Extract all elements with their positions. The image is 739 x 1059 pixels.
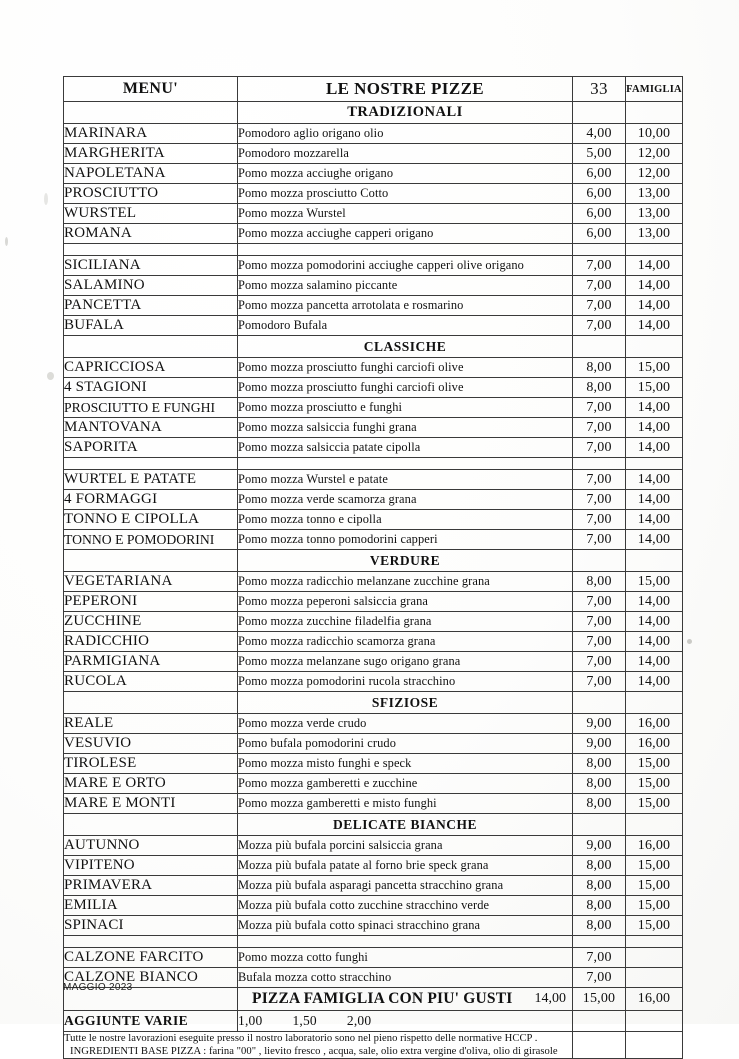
item-price-33: 8,00 [573, 774, 626, 794]
item-price-famiglia: 14,00 [626, 398, 683, 418]
item-price-famiglia: 14,00 [626, 612, 683, 632]
item-name: RADICCHIO [64, 632, 238, 652]
item-description: Mozza più bufala cotto zucchine stracchino verde [238, 896, 573, 916]
item-name: SAPORITA [64, 438, 238, 458]
item-price-33: 7,00 [573, 612, 626, 632]
menu-item-row[interactable] [64, 316, 683, 336]
item-description: Pomo mozza salsiccia patate cipolla [238, 438, 573, 458]
item-description: Pomo mozza cotto funghi [238, 948, 573, 968]
item-name: MARE E ORTO [64, 774, 238, 794]
item-price-famiglia: 12,00 [626, 144, 683, 164]
menu-item-row[interactable] [64, 378, 683, 398]
item-name: PANCETTA [64, 296, 238, 316]
item-description: Pomo mozza acciughe origano [238, 164, 573, 184]
section-header-row [64, 336, 683, 358]
item-price-33: 9,00 [573, 714, 626, 734]
section-spacer-pfam [626, 814, 683, 836]
menu-item-row[interactable] [64, 438, 683, 458]
menu-item-row[interactable] [64, 418, 683, 438]
document-date: MAGGIO 2023 [63, 982, 133, 993]
item-price-famiglia: 12,00 [626, 164, 683, 184]
menu-item-row[interactable] [64, 510, 683, 530]
spacer-row [64, 936, 683, 948]
item-price-famiglia: 14,00 [626, 652, 683, 672]
menu-item-row[interactable] [64, 896, 683, 916]
item-price-famiglia: 15,00 [626, 572, 683, 592]
item-description: Pomo mozza salamino piccante [238, 276, 573, 296]
note-ingredients: INGREDIENTI BASE PIZZA : farina "00" , lievito fresco , acqua, sale, olio extra vergine d'oliva, olio di girasole [70, 1046, 558, 1057]
item-name: VIPITENO [64, 856, 238, 876]
item-description: Mozza più bufala porcini salsiccia grana [238, 836, 573, 856]
item-description: Pomo mozza misto funghi e speck [238, 754, 573, 774]
section-header-row [64, 692, 683, 714]
item-description: Mozza più bufala asparagi pancetta stracchino grana [238, 876, 573, 896]
item-price-famiglia: 14,00 [626, 418, 683, 438]
menu-item-row[interactable] [64, 672, 683, 692]
section-header-row [64, 550, 683, 572]
item-name: SALAMINO [64, 276, 238, 296]
item-price-famiglia: 15,00 [626, 774, 683, 794]
item-price-33: 8,00 [573, 794, 626, 814]
item-price-33: 8,00 [573, 754, 626, 774]
item-price-famiglia: 14,00 [626, 672, 683, 692]
spacer-cell [573, 244, 626, 256]
section-spacer-p33 [573, 814, 626, 836]
section-header-row [64, 814, 683, 836]
section-header-row [64, 102, 683, 124]
menu-item-row[interactable] [64, 204, 683, 224]
menu-item-row[interactable] [64, 164, 683, 184]
item-description: Pomo mozza acciughe capperi origano [238, 224, 573, 244]
item-price-famiglia: 10,00 [626, 124, 683, 144]
item-name: RUCOLA [64, 672, 238, 692]
menu-item-row[interactable] [64, 652, 683, 672]
item-price-famiglia: 16,00 [626, 714, 683, 734]
aggiunte-empty-p33 [573, 1011, 626, 1032]
section-spacer-pfam [626, 550, 683, 572]
spacer-cell [573, 458, 626, 470]
aggiunta-price: 1,00 [238, 1013, 263, 1028]
item-name: CALZONE BIANCO [64, 968, 238, 988]
spacer-cell [238, 936, 573, 948]
item-price-famiglia: 13,00 [626, 184, 683, 204]
menu-item-row[interactable] [64, 734, 683, 754]
section-title: VERDURE [238, 550, 573, 572]
item-name: BUFALA [64, 316, 238, 336]
item-price-famiglia: 15,00 [626, 876, 683, 896]
item-price-33: 7,00 [573, 592, 626, 612]
section-spacer-left [64, 814, 238, 836]
section-spacer-p33 [573, 550, 626, 572]
menu-item-row[interactable] [64, 632, 683, 652]
item-price-33: 8,00 [573, 572, 626, 592]
item-description: Pomo mozza peperoni salsiccia grana [238, 592, 573, 612]
item-price-33: 8,00 [573, 378, 626, 398]
item-description: Pomo mozza Wurstel [238, 204, 573, 224]
menu-item-row[interactable] [64, 856, 683, 876]
item-name: TONNO E POMODORINI [64, 530, 238, 550]
aggiunte-empty-pfam [626, 1011, 683, 1032]
item-description: Mozza più bufala cotto spinaci stracchino grana [238, 916, 573, 936]
aggiunta-price: 2,00 [346, 1013, 372, 1028]
item-price-33: 7,00 [573, 296, 626, 316]
menu-item-row[interactable] [64, 490, 683, 510]
notes-empty-p33 [573, 1032, 626, 1059]
header-menu: MENU' [64, 77, 238, 102]
item-price-famiglia: 13,00 [626, 204, 683, 224]
header-pizze: LE NOSTRE PIZZE [238, 77, 573, 102]
item-price-famiglia: 14,00 [626, 632, 683, 652]
item-price-famiglia [626, 948, 683, 968]
menu-item-row[interactable] [64, 592, 683, 612]
item-price-33: 7,00 [573, 672, 626, 692]
menu-item-row[interactable] [64, 774, 683, 794]
header-size-33: 33 [573, 77, 626, 102]
section-spacer-pfam [626, 102, 683, 124]
item-price-33: 9,00 [573, 836, 626, 856]
item-description: Pomo mozza zucchine filadelfia grana [238, 612, 573, 632]
menu-item-row[interactable] [64, 144, 683, 164]
menu-item-row[interactable] [64, 530, 683, 550]
notes-cell [64, 1032, 573, 1059]
section-spacer-left [64, 102, 238, 124]
section-spacer-left [64, 550, 238, 572]
item-description: Pomo mozza prosciutto Cotto [238, 184, 573, 204]
item-name: ROMANA [64, 224, 238, 244]
menu-item-row[interactable] [64, 296, 683, 316]
item-price-famiglia: 15,00 [626, 916, 683, 936]
menu-item-row[interactable] [64, 794, 683, 814]
pizza-famiglia-title: PIZZA FAMIGLIA CON PIU' GUSTI [252, 990, 513, 1007]
item-price-33: 7,00 [573, 510, 626, 530]
item-description: Pomo mozza tonno e cipolla [238, 510, 573, 530]
item-price-33: 7,00 [573, 316, 626, 336]
item-name: WURSTEL [64, 204, 238, 224]
item-description: Pomo mozza verde scamorza grana [238, 490, 573, 510]
item-name: PROSCIUTTO [64, 184, 238, 204]
item-description: Pomo bufala pomodorini crudo [238, 734, 573, 754]
item-price-famiglia: 15,00 [626, 896, 683, 916]
item-name: MANTOVANA [64, 418, 238, 438]
aggiunta-price: 1,50 [292, 1013, 317, 1028]
menu-item-row[interactable] [64, 276, 683, 296]
item-price-famiglia: 15,00 [626, 794, 683, 814]
section-title: DELICATE BIANCHE [238, 814, 573, 836]
item-price-33: 7,00 [573, 438, 626, 458]
spacer-cell [626, 458, 683, 470]
item-name: TIROLESE [64, 754, 238, 774]
spacer-row [64, 458, 683, 470]
item-price-33: 8,00 [573, 856, 626, 876]
item-name: VESUVIO [64, 734, 238, 754]
item-price-33: 7,00 [573, 418, 626, 438]
spacer-cell [626, 936, 683, 948]
item-price-famiglia: 14,00 [626, 316, 683, 336]
item-name: PARMIGIANA [64, 652, 238, 672]
item-price-33: 6,00 [573, 184, 626, 204]
item-name: MARINARA [64, 124, 238, 144]
pizza-famiglia-title-cell [238, 988, 573, 1011]
item-price-famiglia: 14,00 [626, 530, 683, 550]
scan-artifact-speck [687, 639, 692, 644]
item-price-famiglia: 16,00 [626, 734, 683, 754]
item-price-33: 7,00 [573, 968, 626, 988]
item-price-famiglia: 14,00 [626, 256, 683, 276]
item-price-33: 7,00 [573, 256, 626, 276]
menu-item-row[interactable] [64, 948, 683, 968]
aggiunte-varie-row[interactable] [64, 1011, 683, 1032]
item-price-33: 7,00 [573, 490, 626, 510]
item-name: SICILIANA [64, 256, 238, 276]
spacer-cell [238, 458, 573, 470]
item-price-33: 6,00 [573, 204, 626, 224]
item-price-33: 8,00 [573, 358, 626, 378]
item-description: Pomo mozza pomodorini acciughe capperi olive origano [238, 256, 573, 276]
note-hccp: Tutte le nostre lavorazioni eseguite presso il nostro laboratorio sono nel pieno rispetto delle normative HCCP . [64, 1033, 538, 1044]
item-description: Pomodoro Bufala [238, 316, 573, 336]
item-price-33: 8,00 [573, 896, 626, 916]
item-price-33: 6,00 [573, 224, 626, 244]
menu-item-row[interactable] [64, 968, 683, 988]
item-name: PROSCIUTTO E FUNGHI [64, 398, 238, 418]
item-description: Pomo mozza verde crudo [238, 714, 573, 734]
item-price-33: 5,00 [573, 144, 626, 164]
notes-empty-pfam [626, 1032, 683, 1059]
item-name: EMILIA [64, 896, 238, 916]
section-spacer-left [64, 692, 238, 714]
item-name: 4 STAGIONI [64, 378, 238, 398]
item-name: MARE E MONTI [64, 794, 238, 814]
item-price-33: 8,00 [573, 916, 626, 936]
spacer-row [64, 244, 683, 256]
header-famiglia: FAMIGLIA [626, 77, 683, 102]
spacer-cell [64, 936, 238, 948]
pizza-famiglia-price-33: 15,00 [573, 988, 626, 1011]
item-description: Pomo mozza prosciutto funghi carciofi olive [238, 378, 573, 398]
spacer-cell [238, 244, 573, 256]
spacer-cell [64, 244, 238, 256]
pizza-famiglia-price-famiglia: 16,00 [626, 988, 683, 1011]
item-price-famiglia: 14,00 [626, 592, 683, 612]
pizza-menu-sheet [63, 76, 682, 1059]
item-price-33: 7,00 [573, 632, 626, 652]
item-price-famiglia: 15,00 [626, 754, 683, 774]
section-spacer-p33 [573, 102, 626, 124]
item-description: Pomo mozza gamberetti e misto funghi [238, 794, 573, 814]
item-name: NAPOLETANA [64, 164, 238, 184]
menu-item-row[interactable] [64, 836, 683, 856]
item-description: Pomo mozza Wurstel e patate [238, 470, 573, 490]
item-description: Pomo mozza melanzane sugo origano grana [238, 652, 573, 672]
section-spacer-p33 [573, 692, 626, 714]
aggiunte-varie-label: AGGIUNTE VARIE [64, 1011, 238, 1032]
item-price-famiglia: 14,00 [626, 470, 683, 490]
item-description: Pomo mozza prosciutto funghi carciofi olive [238, 358, 573, 378]
section-title: TRADIZIONALI [238, 102, 573, 124]
menu-item-row[interactable] [64, 256, 683, 276]
item-price-famiglia: 15,00 [626, 856, 683, 876]
section-spacer-pfam [626, 336, 683, 358]
item-price-33: 7,00 [573, 948, 626, 968]
item-description: Pomodoro mozzarella [238, 144, 573, 164]
item-name: PEPERONI [64, 592, 238, 612]
menu-item-row[interactable] [64, 572, 683, 592]
item-price-famiglia: 15,00 [626, 358, 683, 378]
table-header-row [64, 77, 683, 102]
scan-artifact-speck [44, 193, 48, 205]
item-description: Pomo mozza salsiccia funghi grana [238, 418, 573, 438]
item-price-famiglia: 14,00 [626, 490, 683, 510]
item-name: MARGHERITA [64, 144, 238, 164]
spacer-cell [626, 244, 683, 256]
item-description: Pomo mozza pomodorini rucola stracchino [238, 672, 573, 692]
item-price-33: 9,00 [573, 734, 626, 754]
item-name: PRIMAVERA [64, 876, 238, 896]
menu-item-row[interactable] [64, 398, 683, 418]
menu-item-row[interactable] [64, 876, 683, 896]
menu-table [63, 76, 683, 1059]
pizza-famiglia-row[interactable] [64, 988, 683, 1011]
item-description: Pomo mozza tonno pomodorini capperi [238, 530, 573, 550]
item-description: Pomo mozza pancetta arrotolata e rosmarino [238, 296, 573, 316]
menu-item-row[interactable] [64, 612, 683, 632]
section-spacer-pfam [626, 692, 683, 714]
item-price-33: 7,00 [573, 398, 626, 418]
notes-row [64, 1032, 683, 1059]
item-price-33: 8,00 [573, 876, 626, 896]
menu-item-row[interactable] [64, 916, 683, 936]
item-price-famiglia [626, 968, 683, 988]
item-description: Bufala mozza cotto stracchino [238, 968, 573, 988]
item-price-33: 6,00 [573, 164, 626, 184]
item-price-33: 7,00 [573, 652, 626, 672]
item-description: Pomo mozza gamberetti e zucchine [238, 774, 573, 794]
section-title: SFIZIOSE [238, 692, 573, 714]
item-name: AUTUNNO [64, 836, 238, 856]
item-price-famiglia: 14,00 [626, 510, 683, 530]
section-title: CLASSICHE [238, 336, 573, 358]
item-price-33: 7,00 [573, 276, 626, 296]
item-price-33: 7,00 [573, 530, 626, 550]
scan-artifact-speck [47, 372, 54, 380]
item-description: Pomo mozza radicchio scamorza grana [238, 632, 573, 652]
item-price-famiglia: 15,00 [626, 378, 683, 398]
item-name: ZUCCHINE [64, 612, 238, 632]
item-name: CALZONE FARCITO [64, 948, 238, 968]
section-spacer-p33 [573, 336, 626, 358]
item-description: Pomo mozza radicchio melanzane zucchine grana [238, 572, 573, 592]
item-name: 4 FORMAGGI [64, 490, 238, 510]
spacer-cell [64, 458, 238, 470]
pizza-famiglia-base-price: 14,00 [534, 991, 566, 1006]
item-price-famiglia: 13,00 [626, 224, 683, 244]
item-description: Mozza più bufala patate al forno brie speck grana [238, 856, 573, 876]
menu-item-row[interactable] [64, 470, 683, 490]
scan-artifact-speck [5, 237, 8, 246]
item-name: CAPRICCIOSA [64, 358, 238, 378]
menu-item-row[interactable] [64, 124, 683, 144]
item-name: REALE [64, 714, 238, 734]
item-description: Pomodoro aglio origano olio [238, 124, 573, 144]
menu-item-row[interactable] [64, 184, 683, 204]
item-price-33: 7,00 [573, 470, 626, 490]
item-price-famiglia: 14,00 [626, 438, 683, 458]
section-spacer-left [64, 336, 238, 358]
item-price-famiglia: 14,00 [626, 296, 683, 316]
item-name: VEGETARIANA [64, 572, 238, 592]
item-price-famiglia: 14,00 [626, 276, 683, 296]
menu-item-row[interactable] [64, 224, 683, 244]
item-name: SPINACI [64, 916, 238, 936]
item-name: WURTEL E PATATE [64, 470, 238, 490]
menu-item-row[interactable] [64, 358, 683, 378]
item-name: TONNO E CIPOLLA [64, 510, 238, 530]
menu-item-row[interactable] [64, 714, 683, 734]
aggiunte-varie-values [238, 1011, 573, 1032]
item-price-33: 4,00 [573, 124, 626, 144]
menu-item-row[interactable] [64, 754, 683, 774]
item-price-famiglia: 16,00 [626, 836, 683, 856]
item-description: Pomo mozza prosciutto e funghi [238, 398, 573, 418]
spacer-cell [573, 936, 626, 948]
